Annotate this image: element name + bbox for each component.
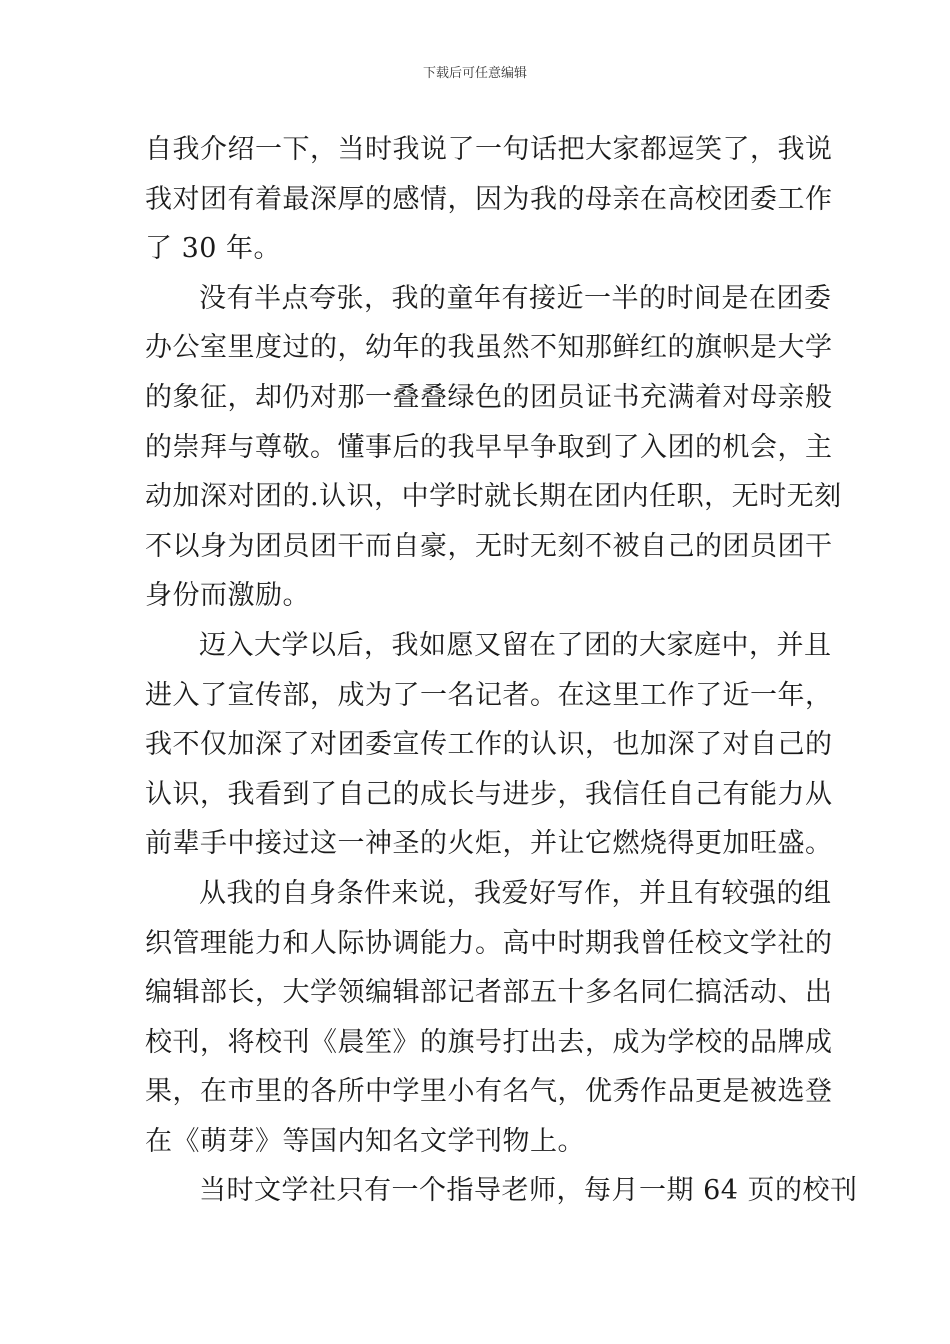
text-line: 果，在市里的各所中学里小有名气，优秀作品更是被选登	[145, 1076, 833, 1108]
text-line: 不以身为团员团干而自豪，无时无刻不被自己的团员团干	[145, 530, 833, 562]
text-line: 认识，我看到了自己的成长与进步，我信任自己有能力从	[145, 778, 833, 810]
text-line: 自我介绍一下，当时我说了一句话把大家都逗笑了，我说	[145, 134, 833, 165]
text-line: 了 30 年。	[145, 233, 282, 265]
text-line: 当时文学社只有一个指导老师，每月一期 64 页的校刊	[199, 1175, 858, 1207]
text-line: 动加深对团的.认识，中学时就长期在团内任职，无时无刻	[145, 481, 842, 513]
page-header-note: 下载后可任意编辑	[422, 66, 527, 81]
text-line: 的崇拜与尊敬。懂事后的我早早争取到了入团的机会，主	[145, 431, 833, 463]
text-line: 身份而激励。	[145, 580, 310, 612]
text-line: 前辈手中接过这一神圣的火炬，并让它燃烧得更加旺盛。	[145, 828, 833, 860]
text-line: 我不仅加深了对团委宣传工作的认识，也加深了对自己的	[145, 729, 833, 761]
text-line: 进入了宣传部，成为了一名记者。在这里工作了近一年，	[145, 679, 833, 711]
text-line: 没有半点夸张，我的童年有接近一半的时间是在团委	[199, 282, 832, 314]
text-line: 从我的自身条件来说，我爱好写作，并且有较强的组	[199, 877, 832, 909]
text-line: 在《萌芽》等国内知名文学刊物上。	[145, 1125, 585, 1157]
text-line: 织管理能力和人际协调能力。高中时期我曾任校文学社的	[145, 927, 833, 959]
text-line: 编辑部长，大学领编辑部记者部五十多名同仁搞活动、出	[145, 977, 833, 1009]
text-line: 的象征，却仍对那一叠叠绿色的团员证书充满着对母亲般	[145, 381, 833, 413]
text-line: 我对团有着最深厚的感情，因为我的母亲在高校团委工作	[145, 183, 833, 215]
text-line: 校刊，将校刊《晨笙》的旗号打出去，成为学校的品牌成	[145, 1026, 833, 1058]
text-line: 迈入大学以后，我如愿又留在了团的大家庭中，并且	[199, 629, 832, 661]
document-body	[145, 125, 858, 1216]
text-line: 办公室里度过的，幼年的我虽然不知那鲜红的旗帜是大学	[145, 332, 833, 364]
